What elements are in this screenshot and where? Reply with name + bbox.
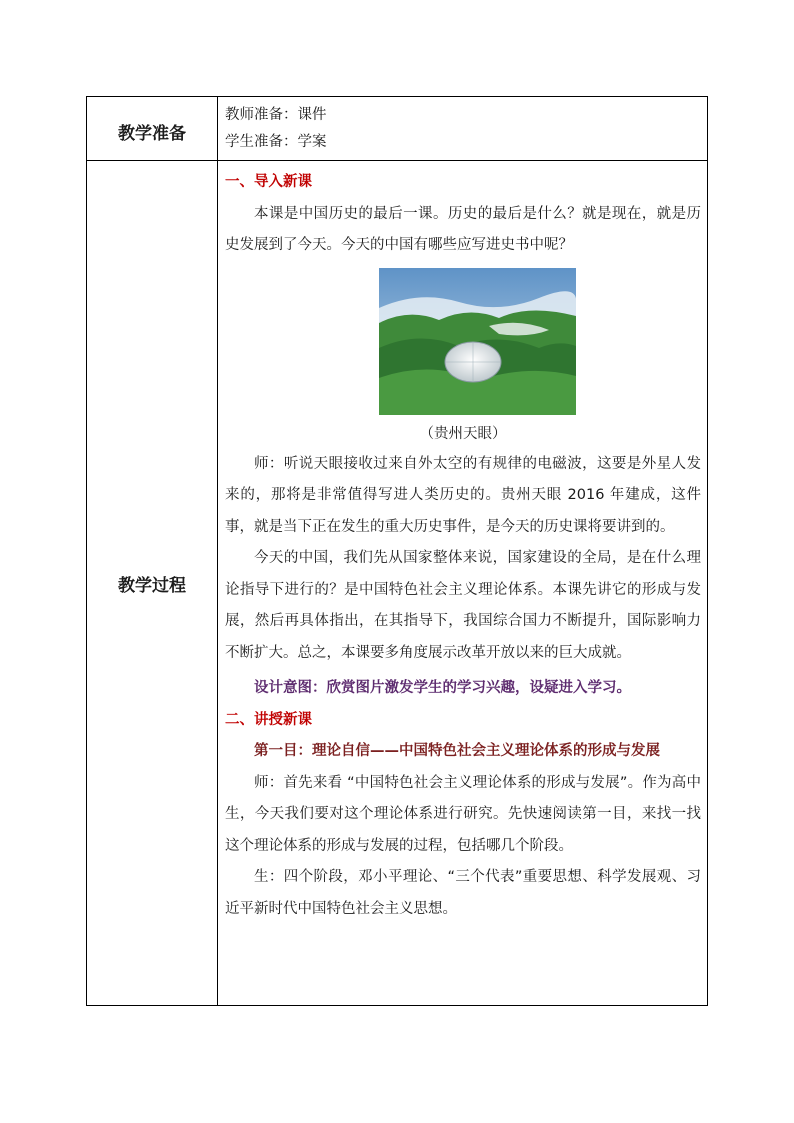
student-prep: 学生准备：学案 [225, 134, 327, 150]
subsection-1-title: 第一目：理论自信——中国特色社会主义理论体系的形成与发展 [254, 743, 660, 759]
prep-content [225, 102, 701, 156]
prep-label: 教学准备 [118, 124, 186, 144]
intro-paragraph: 本课是中国历史的最后一课。历史的最后是什么？就是现在，就是历史发展到了今天。今天的中国有哪些应写进史书中呢？ [225, 205, 701, 253]
design-intent: 设计意图：欣赏图片激发学生的学习兴趣，设疑进入学习。 [254, 680, 631, 696]
process-content [225, 167, 701, 925]
process-label: 教学过程 [118, 576, 186, 596]
lesson-plan-table [86, 96, 708, 1006]
image-caption: （贵州天眼） [419, 425, 507, 442]
process-row [87, 161, 707, 1006]
teacher-paragraph-1: 师：听说天眼接收过来自外太空的有规律的电磁波，这要是外星人发来的，那将是非常值得写进人类历史的。贵州天眼 2016 年建成，这件事，就是当下正在发生的重大历史事件，是今天的历史课将要讲到的。 [225, 455, 701, 535]
today-paragraph: 今天的中国，我们先从国家整体来说，国家建设的全局，是在什么理论指导下进行的？是中国特色社会主义理论体系。本课先讲它的形成与发展，然后再具体指出，在其指导下，我国综合国力不断提升，国际影响力不断扩大。总之，本课要多角度展示改革开放以来的巨大成就。 [225, 550, 701, 661]
student-paragraph: 生：四个阶段，邓小平理论、“三个代表”重要思想、科学发展观、习近平新时代中国特色社会主义思想。 [225, 869, 701, 917]
section-1-title: 一、导入新课 [225, 174, 312, 190]
section-2-title: 二、讲授新课 [225, 711, 312, 728]
teacher-prep: 教师准备：课件 [225, 107, 327, 123]
fast-telescope-photo [379, 268, 576, 415]
prep-row [87, 97, 707, 161]
teacher-paragraph-2: 师：首先来看 “中国特色社会主义理论体系的形成与发展”。作为高中生，今天我们要对这个理论体系进行研究。先快速阅读第一目，来找一找这个理论体系的形成与发展的过程，包括哪几个阶段。 [225, 774, 701, 854]
